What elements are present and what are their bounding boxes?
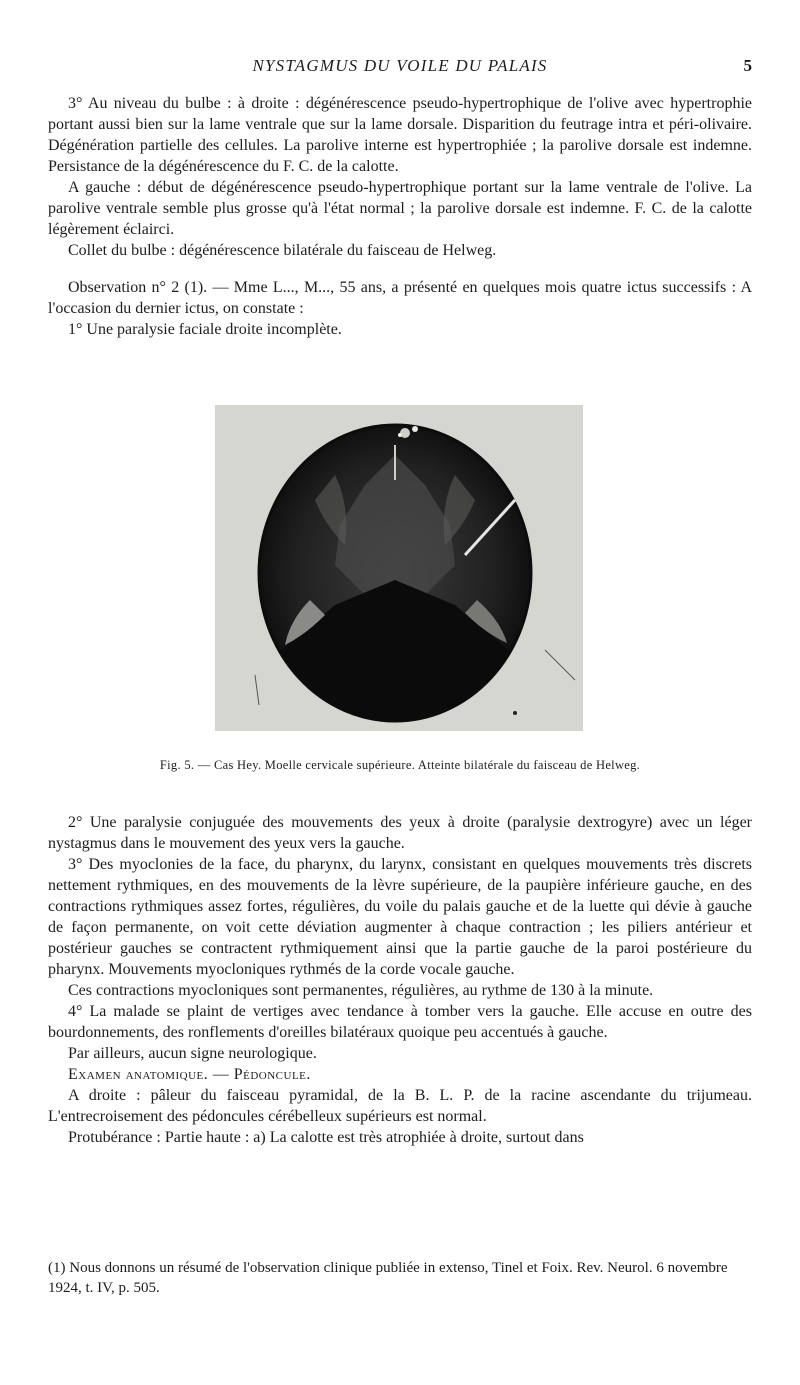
paragraph-observation: Observation n° 2 (1). — Mme L..., M..., 55 ans, a présenté en quelques mois quatre ictus successifs : A l'occasion du dernier ictus, on constate : xyxy=(48,279,752,317)
paragraph-gauche: A gauche : début de dégénérescence pseudo-hypertrophique portant sur la lame ventrale de l'olive. La parolive ventrale semble plus grosse qu'à l'état normal ; la parolive dorsale est indemne. F. C. de la calotte légèrement éclairci. xyxy=(48,179,752,238)
running-header xyxy=(48,56,752,82)
figure-caption: Fig. 5. — Cas Hey. Moelle cervicale supérieure. Atteinte bilatérale du faisceau de Helweg. xyxy=(159,758,641,772)
spinal-cord-section-photo xyxy=(215,405,583,731)
page-number: 5 xyxy=(743,56,752,75)
paragraph-par-ailleurs: Par ailleurs, aucun signe neurologique. xyxy=(68,1045,317,1062)
paragraph-protuberance: Protubérance : Partie haute : a) La calotte est très atrophiée à droite, surtout dans xyxy=(68,1129,584,1146)
paragraph-paralysie-faciale: 1° Une paralysie faciale droite incomplète. xyxy=(68,321,342,338)
paragraph-examen-anatomique: Examen anatomique. — Pédoncule. xyxy=(68,1066,311,1083)
paragraph-myoclonies: 3° Des myoclonies de la face, du pharynx, du larynx, consistant en quelques mouvements très discrets nettement rythmiques, en des mouvements de la lèvre supérieure, de la paupière inférieure gauche, en des contractions rythmiques assez fortes, régulières, du voile du palais gauche et de la luette qui dévie à gauche de façon permanente, on voit cette déviation augmenter à chaque contraction ; les piliers antérieur et postérieur gauches se contractent rythmiquement ainsi que la partie gauche de la paroi postérieure du pharynx. Mouvements myocloniques rythmés de la corde vocale gauche. xyxy=(48,856,752,978)
bottom-text-block xyxy=(48,812,752,1148)
paragraph-paralysie-conjuguee: 2° Une paralysie conjuguée des mouvements des yeux à droite (paralysie dextrogyre) avec un léger nystagmus dans le mouvement des yeux vers la gauche. xyxy=(48,814,752,852)
paragraph-vertiges: 4° La malade se plaint de vertiges avec tendance à tomber vers la gauche. Elle accuse en outre des bourdonnements, des ronflements d'oreilles bilatéraux quoique peu accentués à gauche. xyxy=(48,1003,752,1041)
paragraph-collet: Collet du bulbe : dégénérescence bilatérale du faisceau de Helweg. xyxy=(68,242,497,259)
paragraph-contractions: Ces contractions myocloniques sont permanentes, régulières, au rythme de 130 à la minute. xyxy=(68,982,654,999)
paragraph-a-droite: A droite : pâleur du faisceau pyramidal, de la B. L. P. de la racine ascendante du trijumeau. L'entrecroisement des pédoncules cérébelleux supérieurs est normal. xyxy=(48,1087,752,1125)
paragraph-bulbe: 3° Au niveau du bulbe : à droite : dégénérescence pseudo-hypertrophique de l'olive avec hypertrophie portant aussi bien sur la lame ventrale que sur la lame dorsale. Disparition du feutrage intra et péri-olivaire. Dégénération partielle des cellules. La parolive interne est hypertrophiée ; la parolive dorsale est indemne. Persistance de la dégénérescence du F. C. de la calotte. xyxy=(48,95,752,175)
top-text-block xyxy=(48,93,752,340)
footnote: (1) Nous donnons un résumé de l'observation clinique publiée in extenso, Tinel et Foix. Rev. Neurol. 6 novembre 1924, t. IV, p. 505. xyxy=(48,1260,728,1296)
running-title: NYSTAGMUS DU VOILE DU PALAIS xyxy=(252,56,548,75)
